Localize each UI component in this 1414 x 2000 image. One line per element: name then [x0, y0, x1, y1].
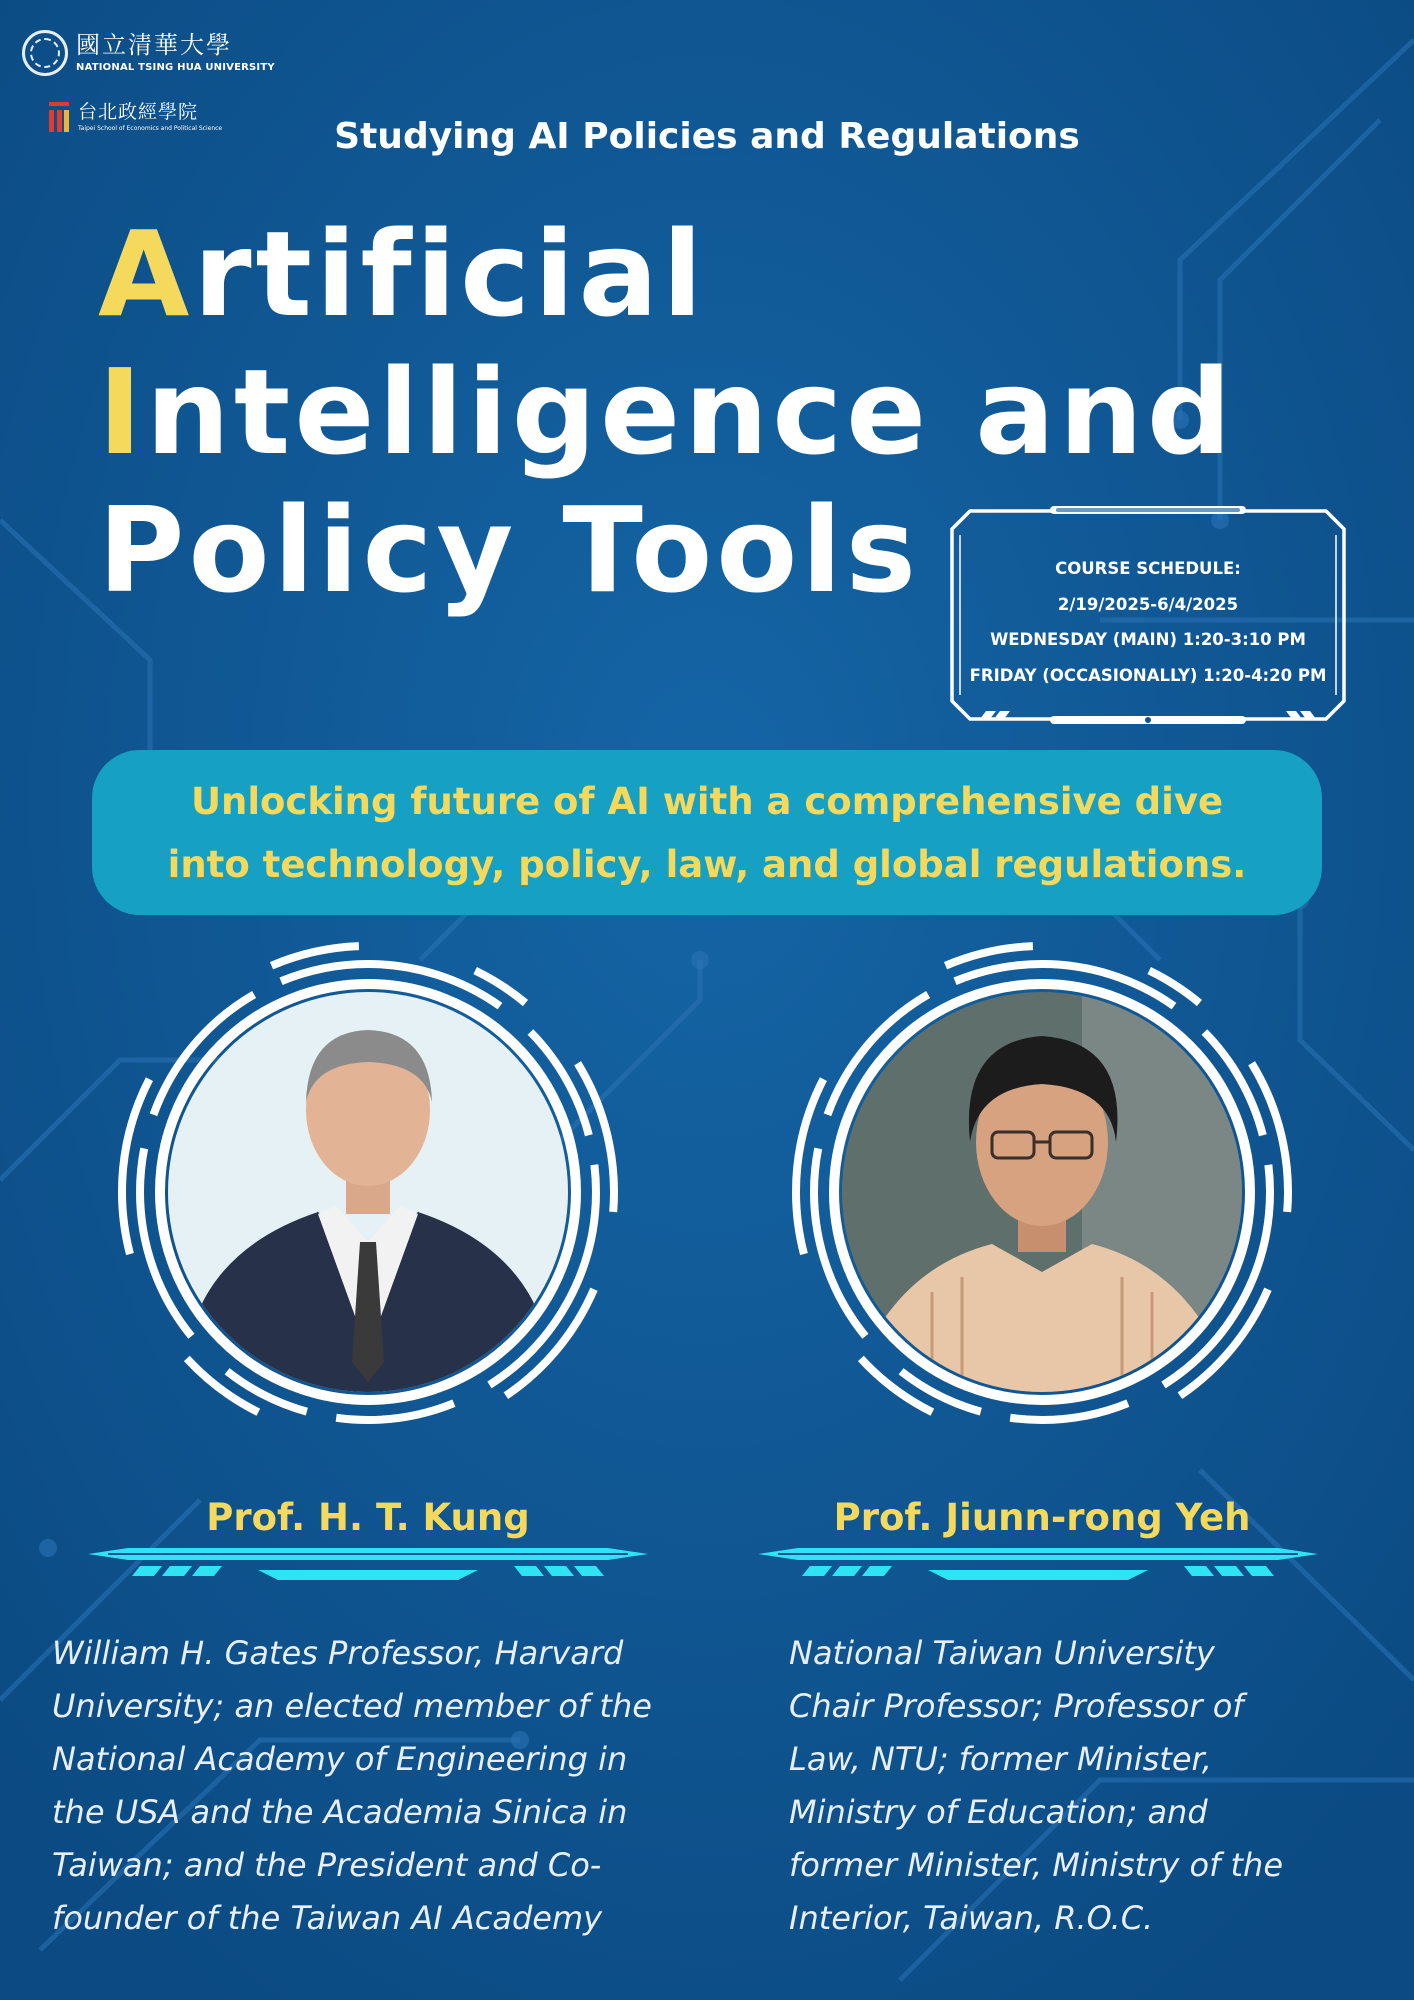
title-line-1	[98, 205, 1235, 343]
course-schedule-box	[946, 505, 1350, 725]
nthu-name-english: NATIONAL TSING HUA UNIVERSITY	[76, 62, 275, 73]
title-initial-i: I	[98, 343, 146, 481]
schedule-main-session: WEDNESDAY (MAIN) 1:20-3:10 PM	[990, 630, 1306, 649]
schedule-occasional-session: FRIDAY (OCCASIONALLY) 1:20-4:20 PM	[969, 665, 1327, 685]
yeh-photo	[842, 992, 1242, 1392]
portrait-kung	[108, 932, 628, 1452]
course-tagline	[92, 750, 1322, 915]
title-line-2-rest: ntelligence and	[145, 343, 1236, 481]
professor-2-divider	[758, 1546, 1318, 1586]
title-line-2	[98, 343, 1235, 481]
tsepo-name-english: Taipei School of Economics and Political Science	[78, 124, 223, 132]
nthu-logo	[22, 30, 275, 76]
nthu-seal-icon	[22, 30, 68, 76]
course-subtitle: Studying AI Policies and Regulations	[334, 116, 1080, 157]
tagline-line-1: Unlocking future of AI with a comprehensive dive	[190, 779, 1224, 823]
kung-photo	[168, 992, 568, 1392]
professor-2-bio: National Taiwan University Chair Professor; Professor of Law, NTU; former Minister, Ministry of Education; and former Minister, Ministry of the Interior, Taiwan, R.O.C.	[789, 1634, 1284, 1937]
portrait-yeh	[782, 932, 1302, 1452]
tsepo-name-chinese: 台北政經學院	[78, 100, 199, 123]
title-initial-a: A	[98, 205, 194, 343]
schedule-heading: COURSE SCHEDULE:	[1055, 559, 1241, 578]
professor-1-name: Prof. H. T. Kung	[206, 1496, 530, 1539]
nthu-name-chinese: 國立清華大學	[76, 31, 232, 59]
title-line-1-rest: rtificial	[193, 205, 707, 343]
professor-1-bio: William H. Gates Professor, Harvard University; an elected member of the National Academy of Engineering in the USA and the Academia Sinica in Taiwan; and the President and Co- founder of the Taiwan AI Academy	[52, 1634, 652, 1937]
schedule-dates: 2/19/2025-6/4/2025	[1057, 594, 1239, 614]
professor-1-divider	[88, 1546, 648, 1586]
tagline-line-2: into technology, policy, law, and global regulations.	[167, 842, 1247, 886]
title-line-3: Policy Tools	[98, 481, 921, 619]
professor-2-name: Prof. Jiunn-rong Yeh	[833, 1496, 1251, 1539]
